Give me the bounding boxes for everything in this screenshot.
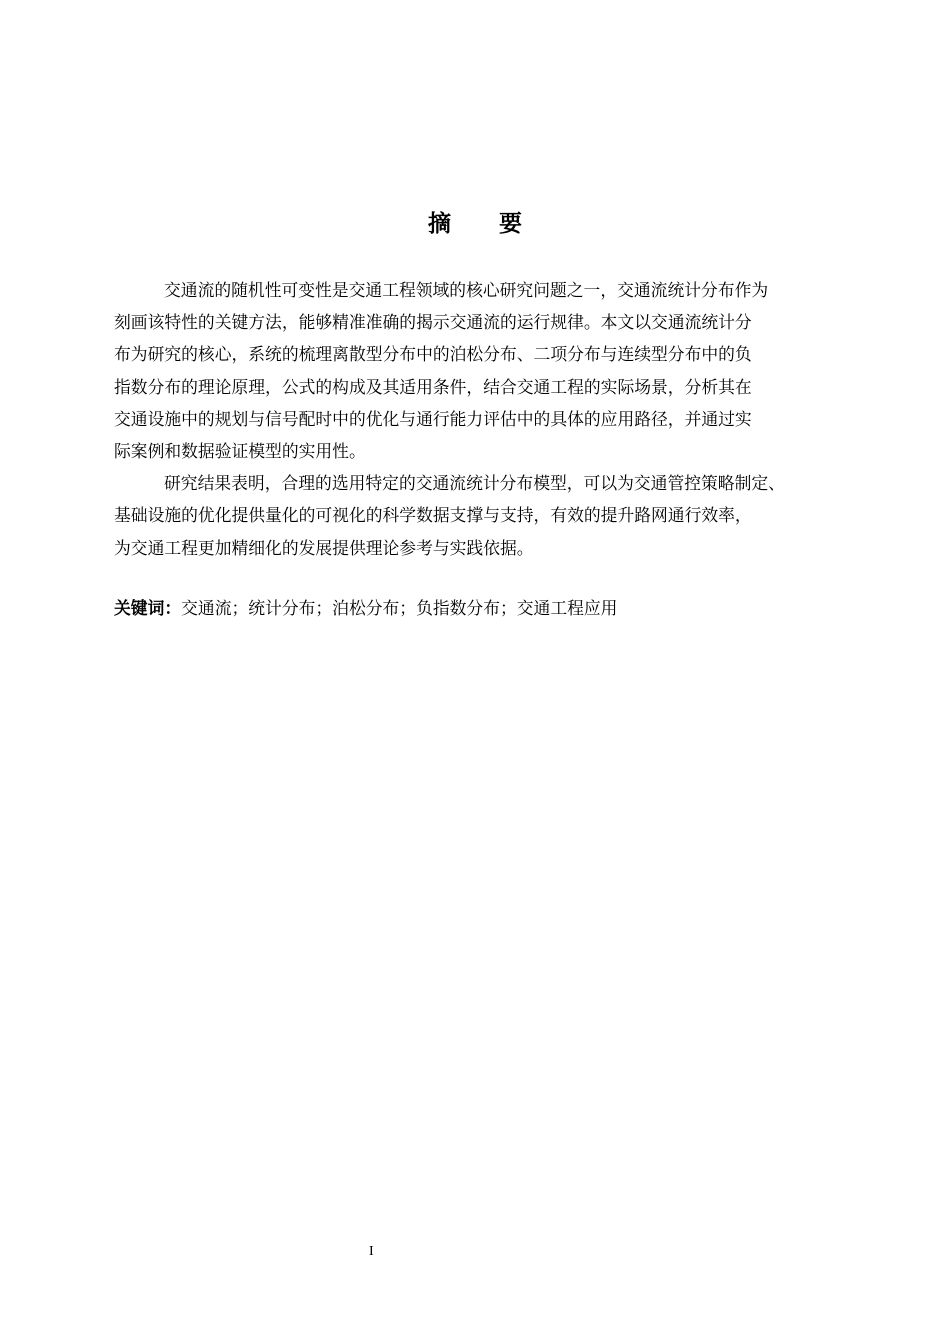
paragraph-line: 际案例和数据验证模型的实用性。 (114, 441, 366, 462)
abstract-paragraph-1 (114, 274, 864, 467)
paragraph-line: 指数分布的理论原理，公式的构成及其适用条件，结合交通工程的实际场景，分析其在 (114, 376, 752, 397)
paragraph-line: 研究结果表明，合理的选用特定的交通流统计分布模型，可以为交通管控策略制定、 (164, 473, 785, 494)
paragraph-line: 刻画该特性的关键方法，能够精准准确的揭示交通流的运行规律。本文以交通流统计分 (114, 312, 752, 333)
paragraph-line: 交通流的随机性可变性是交通工程领域的核心研究问题之一，交通流统计分布作为 (164, 280, 769, 300)
abstract-title (0, 205, 950, 238)
abstract-title-char-2: 要 (499, 211, 522, 237)
paragraph-line: 布为研究的核心，系统的梳理离散型分布中的泊松分布、二项分布与连续型分布中的负 (114, 344, 752, 365)
abstract-title-char-1: 摘 (428, 211, 451, 237)
keywords-label: 关键词： (114, 598, 182, 618)
abstract-body (114, 274, 864, 564)
paragraph-line: 交通设施中的规划与信号配时中的优化与通行能力评估中的具体的应用路径，并通过实 (114, 408, 752, 429)
abstract-paragraph-2 (114, 467, 864, 564)
paragraph-line: 基础设施的优化提供量化的可视化的科学数据支撑与支持，有效的提升路网通行效率， (114, 505, 752, 526)
keywords-items: 交通流；统计分布；泊松分布；负指数分布；交通工程应用 (181, 598, 618, 618)
keywords-line (114, 594, 617, 622)
paragraph-line: 为交通工程更加精细化的发展提供理论参考与实践依据。 (114, 537, 534, 558)
page-number: I (369, 1244, 374, 1259)
